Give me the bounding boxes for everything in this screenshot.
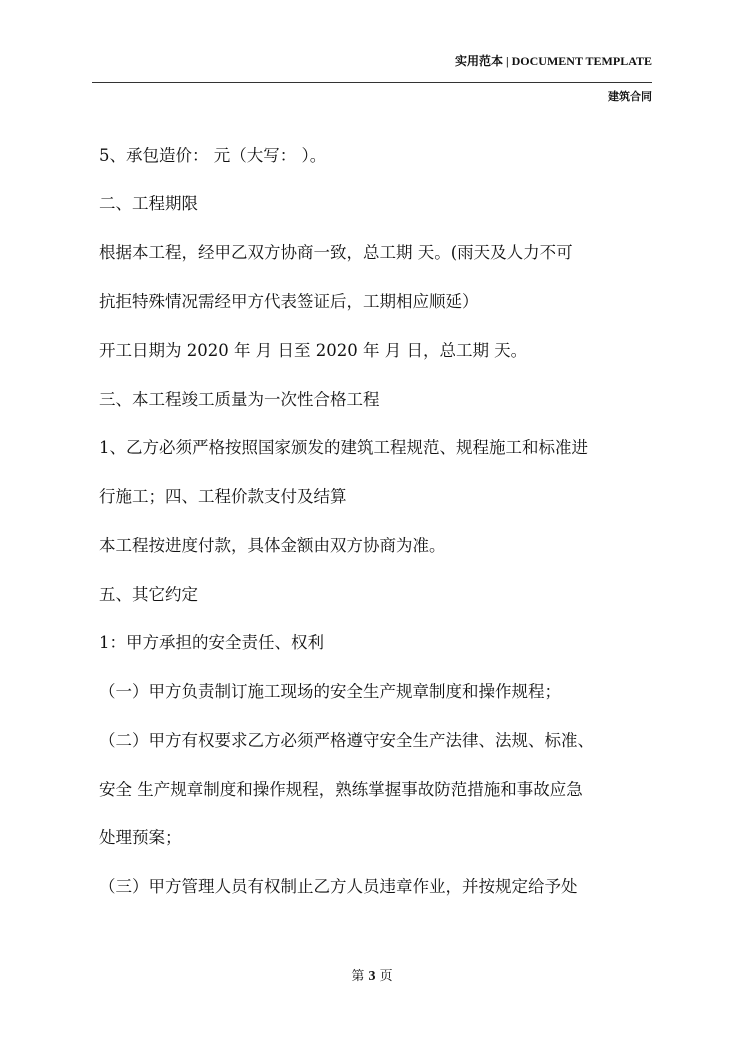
body-line: 1、乙方必须严格按照国家颁发的建筑工程规范、规程施工和标准进	[99, 438, 588, 457]
page-number: 3	[368, 969, 376, 984]
body-line: 二、工程期限	[99, 194, 198, 213]
header-divider	[92, 82, 652, 83]
body-line: 五、其它约定	[99, 585, 198, 604]
body-line: 本工程按进度付款，具体金额由双方协商为准。	[99, 536, 446, 555]
body-line: 根据本工程，经甲乙双方协商一致，总工期 天。(雨天及人力不可	[99, 243, 573, 262]
footer-prefix: 第	[351, 969, 365, 984]
body-line: 处理预案；	[99, 828, 182, 847]
body-line: 抗拒特殊情况需经甲方代表签证后，工期相应顺延）	[99, 292, 479, 311]
body-line: 1：甲方承担的安全责任、权利	[99, 633, 324, 652]
page-footer	[0, 965, 744, 985]
header-brand: 实用范本 | DOCUMENT TEMPLATE	[455, 54, 652, 68]
body-line: 开工日期为 2020 年 月 日至 2020 年 月 日，总工期 天。	[99, 341, 528, 360]
body-line: 行施工；四、工程价款支付及结算	[99, 487, 347, 506]
body-line: 安全 生产规章制度和操作规程，熟练掌握事故防范措施和事故应急	[99, 780, 583, 799]
body-line: 三、本工程竣工质量为一次性合格工程	[99, 390, 380, 409]
footer-suffix: 页	[379, 969, 393, 984]
body-line: （一）甲方负责制订施工现场的安全生产规章制度和操作规程；	[99, 682, 561, 701]
body-line: （三）甲方管理人员有权制止乙方人员违章作业，并按规定给予处	[99, 877, 578, 896]
body-line: （二）甲方有权要求乙方必须严格遵守安全生产法律、法规、标准、	[99, 731, 594, 750]
header-doc-type: 建筑合同	[608, 90, 652, 103]
body-line: 5、承包造价： 元（大写： ）。	[99, 146, 327, 165]
